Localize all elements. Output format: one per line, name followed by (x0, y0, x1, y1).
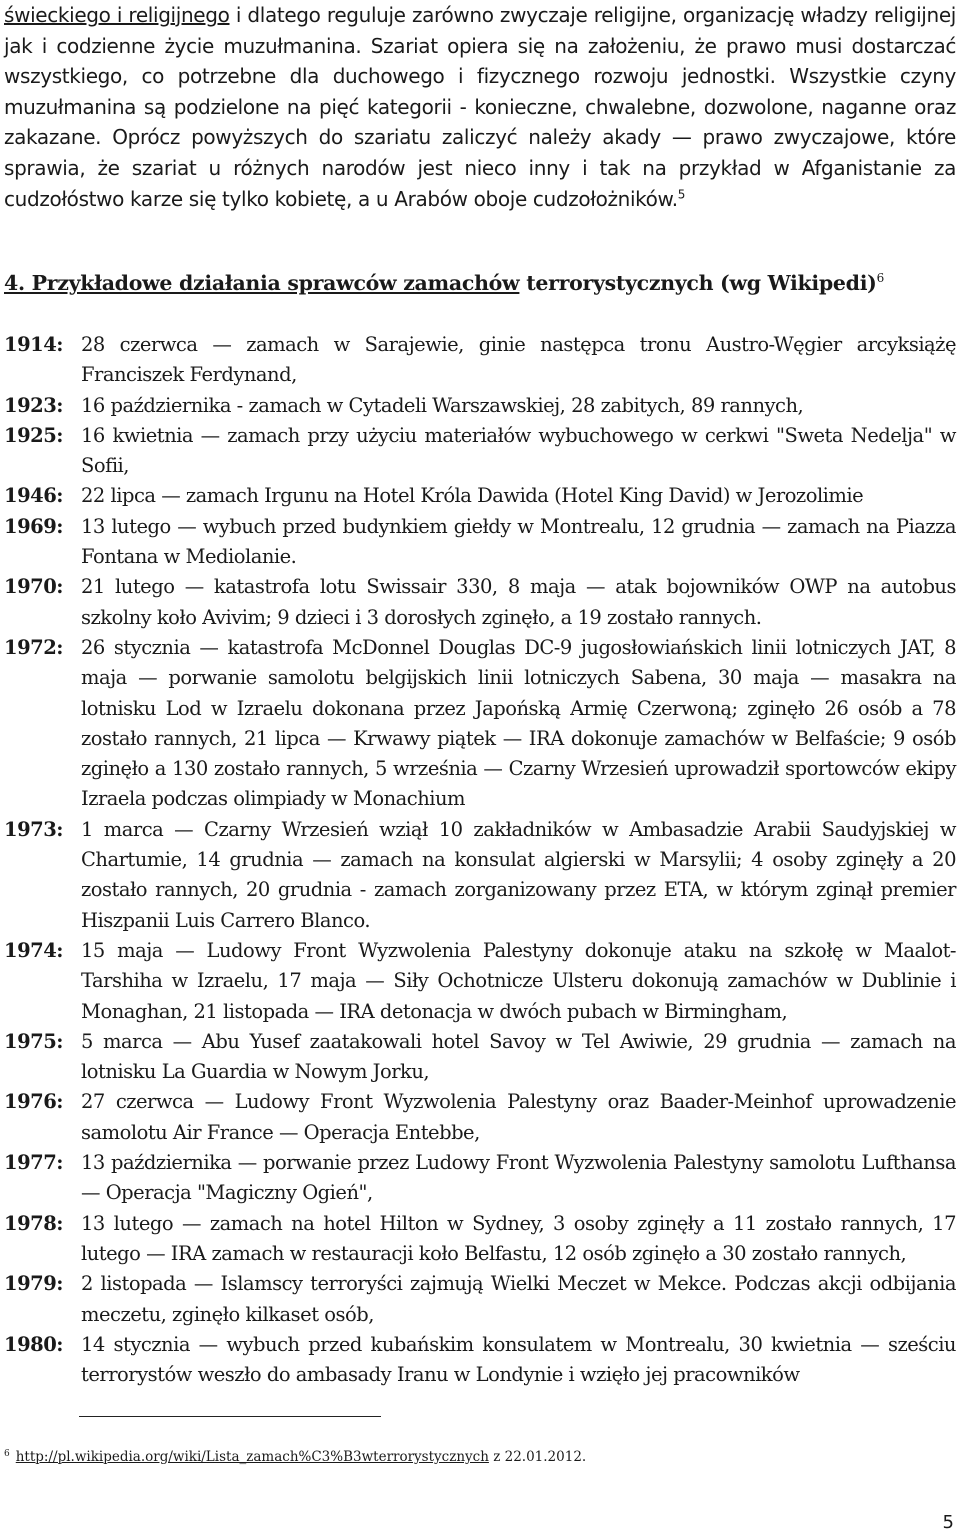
event-description: 26 stycznia — katastrofa McDonnel Douglas DC-9 jugosłowiańskich linii lotniczych JAT, 8 maja — porwanie samolotu belgijskich linii lotniczych Sabena, 30 maja — masakra na lotnisku Lod w Izraelu dokonana przez Japońską Armię Czerwoną; zginęło 26 osób a 78 zostało rannych, 21 lipca — Krwawy piątek — IRA dokonuje zamachów w Belfaście; 9 osób zginęło a 130 zostało rannych, 5 września — Czarny Wrzesień uprowadził sportowców ekipy Izraela podczas olimpiady w Monachium (81, 635, 956, 811)
event-description: 13 października — porwanie przez Ludowy Front Wyzwolenia Palestyny samolotu Lufthansa — Operacja "Magiczny Ogień", (81, 1151, 956, 1205)
event-description: 28 czerwca — zamach w Sarajewie, ginie następca tronu Austro-Węgier arcyksiążę Franciszek Ferdynand, (81, 333, 956, 387)
event-item (4, 1148, 956, 1209)
event-list (4, 330, 956, 1390)
event-year: 1978: (4, 1211, 63, 1235)
event-description: 13 lutego — zamach na hotel Hilton w Sydney, 3 osoby zginęły a 11 zostało rannych, 17 lutego — IRA zamach w restauracji koło Belfastu, 12 osób zginęło a 30 zostało rannych, (81, 1211, 956, 1265)
footnote-ref-6: 6 (876, 271, 884, 286)
footnote-number: 6 (4, 1448, 10, 1459)
event-item (4, 1027, 956, 1088)
event-year: 1973: (4, 817, 63, 841)
event-item (4, 815, 956, 936)
footnote-ref-5: 5 (677, 186, 686, 201)
event-item (4, 1330, 956, 1391)
event-item (4, 330, 956, 391)
event-description: 1 marca — Czarny Wrzesień wziął 10 zakładników w Ambasadzie Arabii Saudyjskiej w Chartumie, 14 grudnia — zamach na konsulat algierski w Marsylii; 4 osoby zginęły a 20 zostało rannych, 20 grudnia - zamach zorganizowany przez ETA, w którym zginął premier Hiszpanii Luis Carrero Blanco. (81, 817, 956, 932)
event-item (4, 1087, 956, 1148)
event-description: 16 października - zamach w Cytadeli Warszawskiej, 28 zabitych, 89 rannych, (81, 393, 804, 417)
event-description: 21 lutego — katastrofa lotu Swissair 330, 8 maja — atak bojowników OWP na autobus szkolny koło Avivim; 9 dzieci i 3 dorosłych zginęło, a 19 zostało rannych. (81, 575, 956, 629)
event-year: 1972: (4, 635, 63, 659)
event-item (4, 481, 956, 511)
event-year: 1975: (4, 1029, 63, 1053)
event-item (4, 936, 956, 1027)
event-item (4, 512, 956, 573)
event-description: 2 listopada — Islamscy terroryści zajmują Wielki Meczet w Mekce. Podczas akcji odbijania meczetu, zginęło kilkaset osób, (81, 1272, 956, 1326)
event-year: 1977: (4, 1151, 63, 1175)
footnote-separator (79, 1416, 381, 1417)
event-description: 14 stycznia — wybuch przed kubańskim konsulatem w Montrealu, 30 kwietnia — sześciu terrorystów weszło do ambasady Iranu w Londynie i wzięło jej pracowników (81, 1332, 956, 1387)
section-heading-underlined: 4. Przykładowe działania sprawców zamachów (4, 271, 520, 295)
event-year: 1925: (4, 423, 63, 447)
event-description: 27 czerwca — Ludowy Front Wyzwolenia Palestyny oraz Baader-Meinhof uprowadzenie samolotu Air France — Operacja Entebbe, (81, 1090, 956, 1144)
event-item (4, 391, 956, 421)
event-item (4, 633, 956, 815)
section-heading (4, 268, 956, 298)
event-description: 22 lipca — zamach Irgunu na Hotel Króla Dawida (Hotel King David) w Jerozolimie (81, 484, 864, 508)
event-description: 16 kwietnia — zamach przy użyciu materiałów wybuchowego w cerkwi "Sweta Nedelja" w Sofii, (81, 423, 956, 478)
event-year: 1914: (4, 333, 63, 356)
event-item (4, 1209, 956, 1270)
event-item (4, 572, 956, 633)
intro-text: i dlatego reguluje zarówno zwyczaje religijne, organizację władzy religijnej jak i codzienne życie muzułmanina. Szariat opiera się na założeniu, że prawo musi dostarczać wszystkiego, co potrzebne dla duchowego i fizycznego rozwoju jednostki. Wszystkie czyny muzułmanina są podzielone na pięć kategorii - konieczne, chwalebne, dozwolone, naganne oraz zakazane. Oprócz powyższych do szariatu zaliczyć należy akady — prawo zwyczajowe, które sprawia, że szariat u różnych narodów jest nieco inny i tak na przykład w Afganistanie za cudzołóstwo karze się tylko kobietę, a u Arabów oboje cudzołożników. (4, 3, 956, 211)
intro-underlined-text: świeckiego i religijnego (4, 3, 230, 27)
event-item (4, 1269, 956, 1330)
event-description: 5 marca — Abu Yusef zaatakowali hotel Savoy w Tel Awiwie, 29 grudnia — zamach na lotnisku La Guardia w Nowym Jorku, (81, 1029, 956, 1084)
event-year: 1970: (4, 575, 63, 599)
footnote-suffix: z 22.01.2012. (488, 1449, 587, 1465)
event-item (4, 421, 956, 482)
page-number: 5 (942, 1512, 954, 1533)
event-year: 1974: (4, 938, 63, 962)
footnote-link[interactable]: http://pl.wikipedia.org/wiki/Lista_zamach%C3%B3wterrorystycznych (15, 1449, 489, 1465)
event-year: 1976: (4, 1090, 63, 1114)
event-description: 13 lutego — wybuch przed budynkiem giełdy w Montrealu, 12 grudnia — zamach na Piazza Fontana w Mediolanie. (81, 514, 956, 569)
event-year: 1979: (4, 1272, 63, 1296)
event-year: 1969: (4, 514, 63, 538)
intro-paragraph (4, 0, 956, 214)
section-heading-rest: terrorystycznych (wg Wikipedi) (519, 271, 877, 295)
footnote (4, 1447, 904, 1467)
event-year: 1923: (4, 393, 63, 417)
event-year: 1980: (4, 1332, 63, 1356)
event-year: 1946: (4, 484, 63, 508)
event-description: 15 maja — Ludowy Front Wyzwolenia Palestyny dokonuje ataku na szkołę w Maalot-Tarshiha w Izraelu, 17 maja — Siły Ochotnicze Ulsteru dokonują zamachów w Dublinie i Monaghan, 21 listopada — IRA detonacja w dwóch pubach w Birmingham, (81, 938, 956, 1023)
